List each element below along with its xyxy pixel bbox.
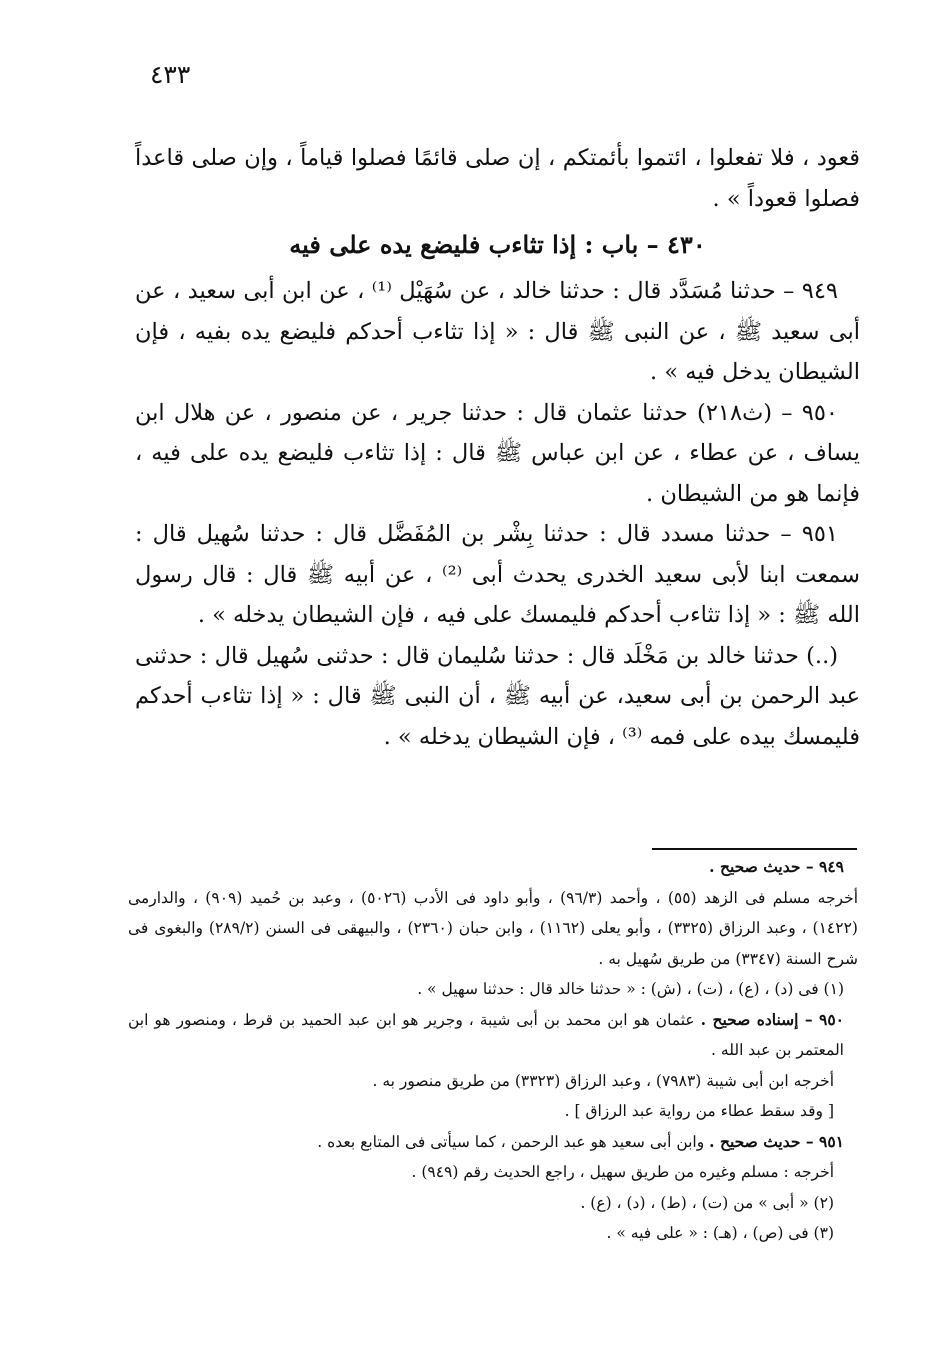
hadith-949: ٩٤٩ – حدثنا مُسَدَّد قال : حدثنا خالد ، عن سُهَيْل ⁽¹⁾ ، عن ابن أبى سعيد ، عن أبى سعيد ﷺ ، عن النبى ﷺ قال : « إذا تثاءب أحدكم فليضع يده بفيه ، فإن الشيطان يدخل فيه » . <box>135 278 860 385</box>
main-text <box>135 138 860 757</box>
footnote-950-takhrij: أخرجه ابن أبى شيبة (٧٩٨٣) ، وعبد الرزاق (٣٣٢٣) من طريق منصور به . <box>372 1071 834 1090</box>
hadith-951-mutaba: (..) حدثنا خالد بن مَخْلَد قال : حدثنا سُليمان قال : حدثنى سُهيل قال : حدثنى عبد الرحمن بن أبى سعيد، عن أبيه ﷺ ، أن النبى ﷺ قال : « إذا تثاءب أحدكم فليمسك بيده على فمه ⁽³⁾ ، فإن الشيطان يدخله » . <box>135 642 860 750</box>
footnote-950-note: [ وقد سقط عطاء من رواية عبد الرزاق ] . <box>564 1102 834 1120</box>
footnote-951-takhrij: أخرجه : مسلم وغيره من طريق سهيل ، راجع الحديث رقم (٩٤٩) . <box>411 1163 834 1181</box>
footnote-951-body: وابن أبى سعيد هو عبد الرحمن ، كما سيأتى فى المتابع بعده . <box>317 1132 705 1151</box>
footnotes <box>128 852 858 1249</box>
footnote-949-heading: ٩٤٩ – حديث صحيح . <box>709 857 844 876</box>
footnote-950-heading: ٩٥٠ – إسناده صحيح . <box>700 1009 844 1029</box>
hadith-951: ٩٥١ – حدثنا مسدد قال : حدثنا بِشْر بن المُفَضَّل قال : حدثنا سُهيل قال : سمعت ابنا لأبى سعيد الخدرى يحدث أبى ⁽²⁾ ، عن أبيه ﷺ قال : قال رسول الله ﷺ : « إذا تثاءب أحدكم فليمسك على فيه ، فإن الشيطان يدخله » . <box>135 521 860 628</box>
hadith-950: ٩٥٠ – (ث٢١٨) حدثنا عثمان قال : حدثنا جرير ، عن منصور ، عن هلال ابن يساف ، عن عطاء ، عن ابن عباس ﷺ قال : إذا تثاءب فليضع يده على فيه ، فإنما هو من الشيطان . <box>135 399 860 507</box>
chapter-heading: ٤٣٠ – باب : إذا تثاءب فليضع يده على فيه <box>289 230 706 259</box>
footnote-951-heading: ٩٥١ – حديث صحيح . <box>709 1131 844 1151</box>
footnote-1: (١) فى (د) ، (ع) ، (ت) ، (ش) : « حدثنا خالد قال : حدثنا سهيل » . <box>417 980 844 998</box>
footnote-2: (٢) « أبى » من (ت) ، (ط) ، (د) ، (ع) . <box>580 1193 834 1212</box>
paragraph-continuation: قعود ، فلا تفعلوا ، ائتموا بأئمتكم ، إن صلى قائمًا فصلوا قياماً ، وإن صلى قاعداً فصلوا قعوداً » . <box>135 145 860 212</box>
page-number: ٤٣٣ <box>150 60 191 89</box>
footnote-949-body: أخرجه مسلم فى الزهد (٥٥) ، وأحمد (٩٦/٣) ، وأبو داود فى الأدب (٥٠٢٦) ، وعبد بن حُميد (٩٠٩) ، والدارمى (١٤٢٢) ، وعبد الرزاق (٣٣٢٥) ، وأبو يعلى (١١٦٢) ، وابن حبان (٢٣٦٠) ، والبيهقى فى السنن (٢٨٩/٢) والبغوى فى شرح السنة (٣٣٤٧) من طريق سُهيل به . <box>128 888 858 968</box>
footnote-3: (٣) فى (ص) ، (هـ) : « على فيه » . <box>606 1224 834 1242</box>
footnote-950-body: عثمان هو ابن محمد بن أبى شيبة ، وجرير هو ابن عبد الحميد بن قرط ، ومنصور هو ابن المعتمر بن عبد الله . <box>128 1010 844 1059</box>
footnote-divider <box>652 848 857 850</box>
